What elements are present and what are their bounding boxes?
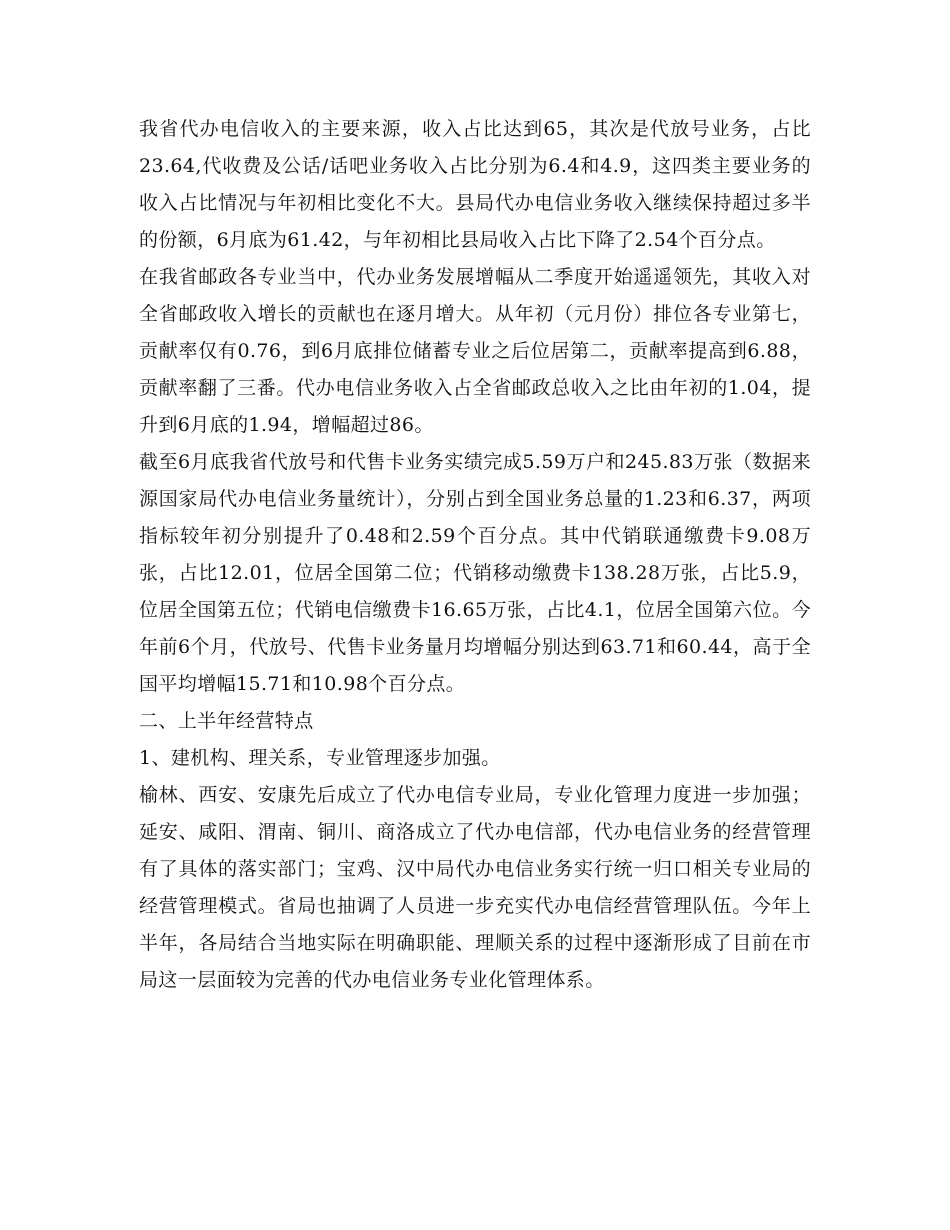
paragraph-income-sources: 我省代办电信收入的主要来源，收入占比达到65，其次是代放号业务，占比23.64,代收费及公话/话吧业务收入占比分别为6.4和4.9，这四类主要业务的收入占比情况与年初相比变化不大。县局代办电信业务收入继续保持超过多半的份额，6月底为61.42，与年初相比县局收入占比下降了2.54个百分点。: [139, 118, 811, 251]
paragraph-business-volume: 截至6月底我省代放号和代售卡业务实绩完成5.59万户和245.83万张（数据来源国家局代办电信业务量统计），分别占到全国业务总量的1.23和6.37，两项指标较年初分别提升了0.48和2.59个百分点。其中代销联通缴费卡9.08万张，占比12.01，位居全国第二位；代销移动缴费卡138.28万张，占比5.9，位居全国第五位；代销电信缴费卡16.65万张，占比4.1，位居全国第六位。今年前6个月，代放号、代售卡业务量月均增幅分别达到63.71和60.44，高于全国平均增幅15.71和10.98个百分点。: [139, 451, 811, 695]
document-body: [139, 111, 811, 999]
section-heading: 二、上半年经营特点: [139, 710, 314, 732]
subsection-heading: 1、建机构、理关系，专业管理逐步加强。: [139, 747, 501, 769]
paragraph-management: 榆林、西安、安康先后成立了代办电信专业局，专业化管理力度进一步加强；延安、咸阳、渭南、铜川、商洛成立了代办电信部，代办电信业务的经营管理有了具体的落实部门；宝鸡、汉中局代办电信业务实行统一归口相关专业局的经营管理模式。省局也抽调了人员进一步充实代办电信经营管理队伍。今年上半年，各局结合当地实际在明确职能、理顺关系的过程中逐渐形成了目前在市局这一层面较为完善的代办电信业务专业化管理体系。: [139, 784, 811, 991]
paragraph-growth-contribution: 在我省邮政各专业当中，代办业务发展增幅从二季度开始遥遥领先，其收入对全省邮政收入增长的贡献也在逐月增大。从年初（元月份）排位各专业第七，贡献率仅有0.76，到6月底排位储蓄专业之后位居第二，贡献率提高到6.88，贡献率翻了三番。代办电信业务收入占全省邮政总收入之比由年初的1.04，提升到6月底的1.94，增幅超过86。: [139, 266, 811, 436]
